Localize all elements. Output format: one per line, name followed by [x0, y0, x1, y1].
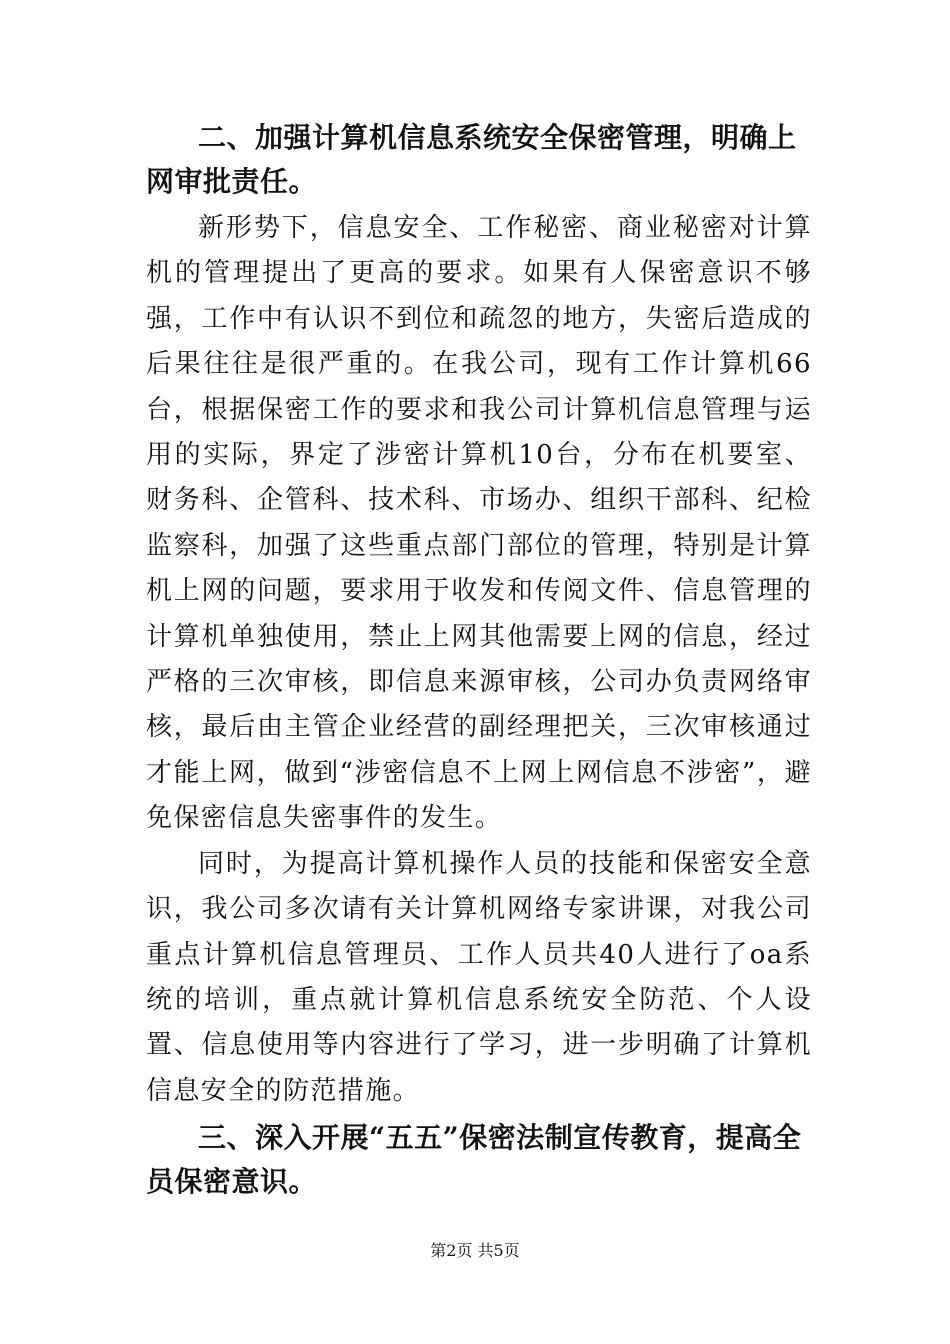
section-heading-3: 三、深入开展“五五”保密法制宣传教育，提高全员保密意识。 — [146, 1121, 802, 1199]
paragraph-security-management: 新形势下，信息安全、工作秘密、商业秘密对计算机的管理提出了更高的要求。如果有人保密意识不够强，工作中有认识不到位和疏忽的地方，失密后造成的后果往往是很严重的。在我公司，现有工作计算机66台，根据保密工作的要求和我公司计算机信息管理与运用的实际，界定了涉密计算机10台，分布在机要室、财务科、企管科、技术科、市场办、组织干部科、纪检监察科，加强了这些重点部门部位的管理，特别是计算机上网的问题，要求用于收发和传阅文件、信息管理的计算机单独使用，禁止上网其他需要上网的信息，经过严格的三次审核，即信息来源审核，公司办负责网络审核，最后由主管企业经营的副经理把关，三次审核通过才能上网，做到“涉密信息不上网上网信息不涉密”，避免保密信息失密事件的发生。 — [146, 213, 812, 834]
paragraph-training: 同时，为提高计算机操作人员的技能和保密安全意识，我公司多次请有关计算机网络专家讲课，对我公司重点计算机信息管理员、工作人员共40人进行了oa系统的培训，重点就计算机信息系统安全防范、个人设置、信息使用等内容进行了学习，进一步明确了计算机信息安全的防范措施。 — [146, 848, 812, 1106]
section-heading-2: 二、加强计算机信息系统安全保密管理，明确上网审批责任。 — [146, 121, 797, 198]
page-number-footer: 第2页 共5页 — [430, 1241, 520, 1260]
document-body — [146, 116, 812, 1204]
